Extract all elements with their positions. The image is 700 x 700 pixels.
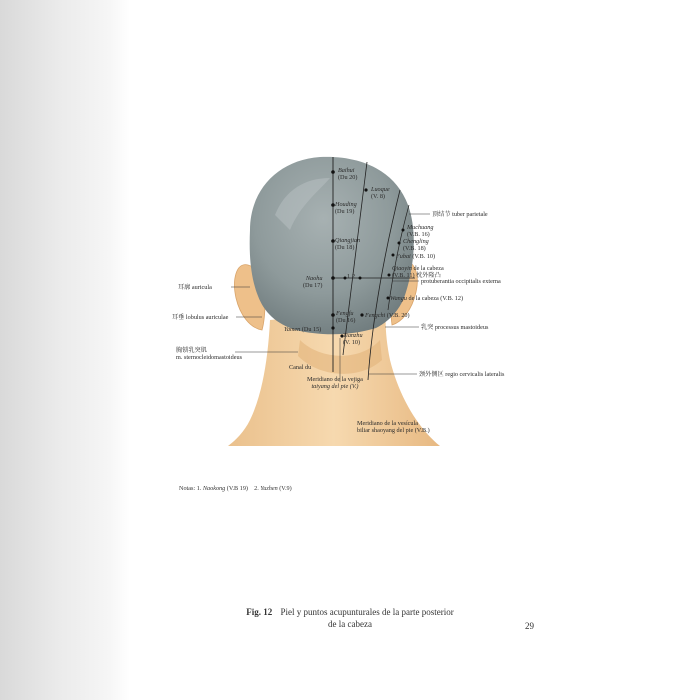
marker-fengfu [331,313,335,317]
meridiano-vejiga-label [307,376,363,390]
point-luoque [371,186,390,200]
point-number-2: 2 [352,273,356,280]
point-chengling-code: (V.B. 18) [403,245,426,252]
notes-naokong: Naokong [202,485,226,492]
point-fengchi-name: Fengchi [365,312,386,319]
point-fengfu [336,310,355,324]
marker-baihui [331,170,335,174]
point-baihui-code: (Du 20) [338,174,358,181]
meridiano-vesicula-line2: biliar shaoyang del pie (V.B.) [357,427,430,434]
point-yamen [284,326,321,333]
point-chengling [403,238,429,252]
regio-label: 颈外侧区 regio cervicalis lateralis [419,371,505,378]
marker-fubai [392,254,395,257]
marker-chengling [398,242,401,245]
point-tianzhu-code: (V. 10) [343,339,361,346]
point-naohu [303,275,322,289]
point-naohu-name: Naohu [305,275,323,282]
point-muchuang-name: Muchuang [407,224,434,231]
sternocleido-latin: m. sternocleidomastoideus [176,354,242,361]
canal-du-label: Canal du [289,364,312,371]
point-muchuang-code: (V.B. 16) [407,231,430,238]
notes-naokong-code: (V.B 19) [226,485,248,492]
point-qiaoyin-name: Qiaoyin [392,265,412,272]
marker-muchuang [402,229,405,232]
point-qiangjian-name: Qiangjian [335,237,361,244]
meridiano-vejiga-line2: taiyang del pie (V.) [311,383,359,390]
point-houding-code: (Du 19) [335,208,355,215]
notes-num2: 2. [254,485,259,492]
figure-title-line2: de la cabeza [328,619,372,629]
hair-shape [250,157,414,334]
point-muchuang [407,224,433,238]
figure-notes [179,485,292,492]
meridiano-vesicula-label [357,420,430,434]
mastoideus-label: 乳突 processus mastoideus [421,324,489,331]
point-luoque-code: (V. 8) [371,193,385,200]
point-wangu-suffix: de la cabeza [408,295,439,302]
point-wangu-name: Wangu [390,295,407,302]
meridiano-vesicula-line1: Meridiano de la vesícula [357,420,418,427]
notes-prefix: Notas: 1. [179,485,202,492]
point-qiangjian [335,237,360,251]
point-houding-name: Houding [335,201,357,208]
point-number-1: 1 [347,273,351,280]
point-fengchi-code: (V.B. 20) [386,312,410,319]
point-fengfu-code: (Du 16) [336,317,356,324]
protuberantia-label: protuberantia occipitalis externa [421,278,501,285]
auricula-label: 耳廓 auricula [178,284,212,291]
point-fengchi [365,312,410,319]
point-fubai [396,253,435,260]
point-yamen-code: (Du 15) [301,326,322,333]
point-baihui-name: Baihui [338,167,355,174]
tuber-parietale-label: 顶结节 tuber parietale [432,211,488,218]
sternocleido-cn: 胸锁乳突肌 [176,347,207,354]
point-wangu [390,295,463,302]
point-qiangjian-code: (Du 18) [335,244,355,251]
sternocleido-label [176,347,242,361]
lobulus-label: 耳垂 lobulus auriculae [172,314,229,321]
point-houding [335,201,357,215]
point-tianzhu [343,332,363,346]
point-luoque-name: Luoque [371,186,390,193]
marker-fengchi [360,313,363,316]
point-qiaoyin [392,265,444,279]
point-tianzhu-name: Tianzhu [343,332,363,339]
marker-yamen [331,326,334,329]
de-la-cabeza-label: de la cabeza [413,265,444,272]
point-fubai-code: (V.B. 10) [412,253,436,260]
notes-yuzhen-code: (V.9) [279,485,292,492]
point-qiaoyin-code: (V.B. 11) [392,272,415,279]
point-yamen-name: Yamen [284,326,301,333]
marker-qiaoyin [388,274,391,277]
point-fengfu-name: Fengfu [336,310,354,317]
figure-caption [0,606,700,630]
figure-title-line1: Piel y puntos acupunturales de la parte posterior [280,607,454,617]
point-wangu-code: (V.B. 12) [440,295,464,302]
marker-naohu [331,276,335,280]
point-baihui [338,167,357,181]
meridiano-vejiga-line1: Meridiano de la vejiga [307,376,363,383]
figure-number: Fig. 12 [246,607,273,617]
protuberantia-cn-label: 枕外隆凸 [416,272,441,279]
point-fubai-name: Fubai [396,253,411,260]
point-chengling-name: Chengling [403,238,429,245]
point-naohu-code: (Du 17) [303,282,323,289]
page-number: 29 [525,621,534,631]
notes-yuzhen: Yuzhen [260,485,278,492]
marker-2 [359,277,362,280]
marker-luoque [364,188,367,191]
